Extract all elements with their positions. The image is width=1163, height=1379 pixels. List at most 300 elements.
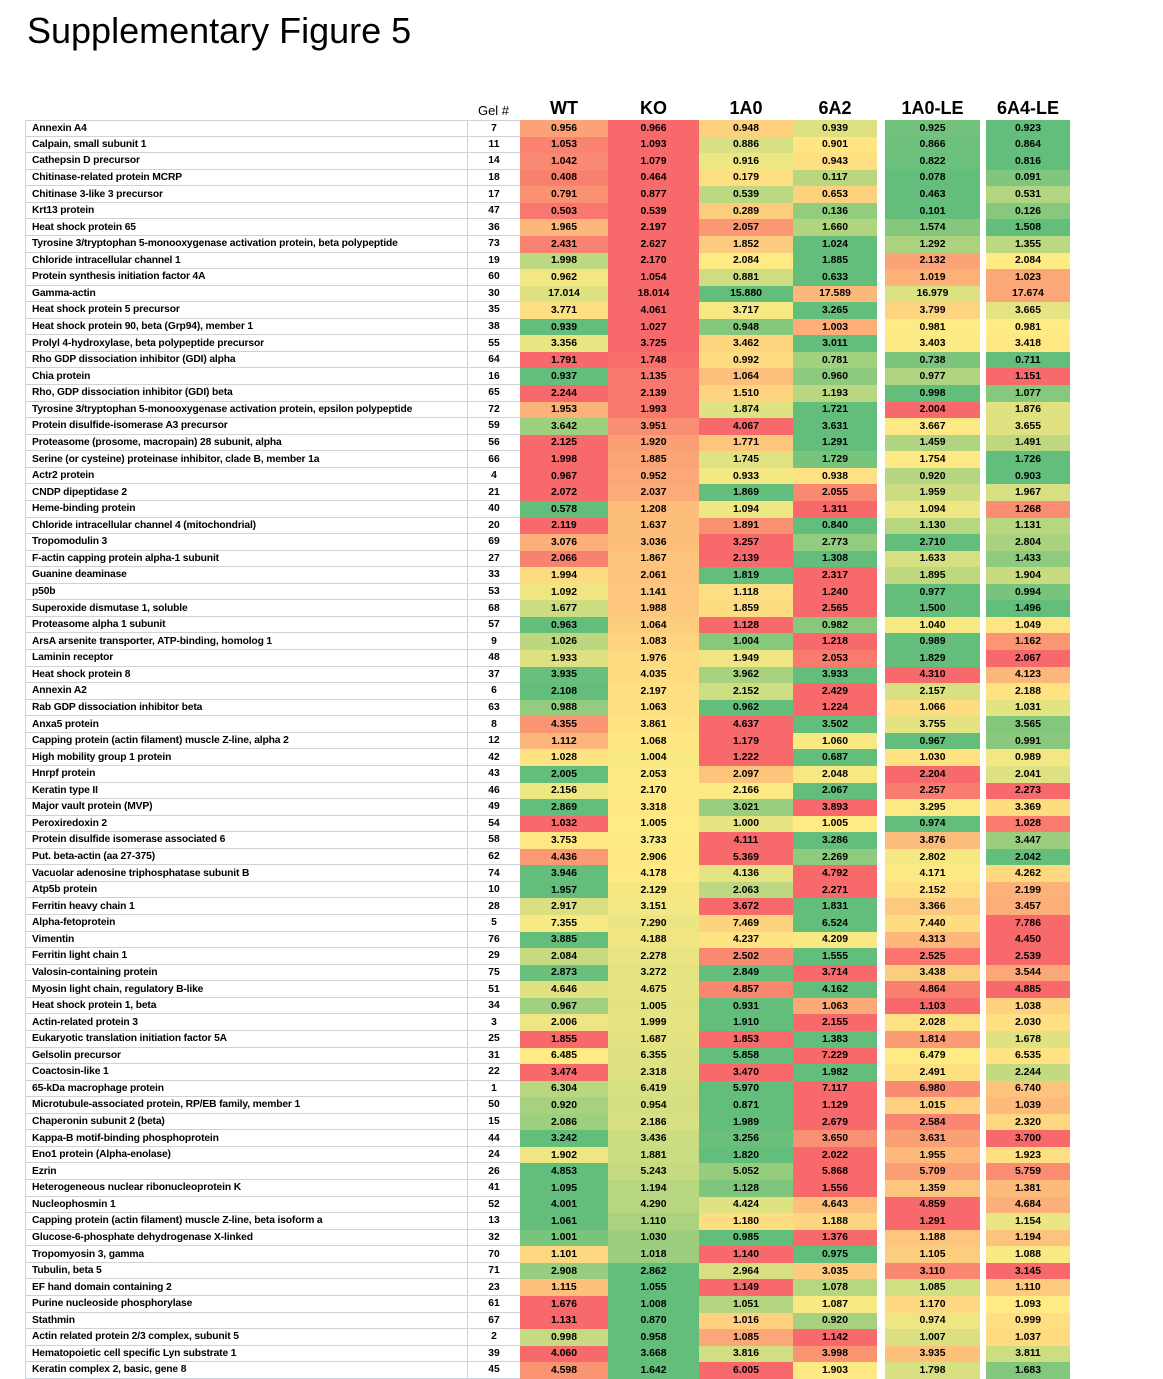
value-cell: 1.982 xyxy=(793,1064,877,1081)
value-cell: 3.755 xyxy=(885,716,980,733)
value-cell: 1.957 xyxy=(520,882,608,899)
table-row xyxy=(25,898,1070,915)
table-row xyxy=(25,1147,1070,1164)
value-cell: 0.981 xyxy=(885,319,980,336)
column-gap xyxy=(877,435,885,452)
value-cell: 2.022 xyxy=(793,1147,877,1164)
value-cell: 3.885 xyxy=(520,932,608,949)
value-cell: 4.162 xyxy=(793,981,877,998)
value-cell: 1.829 xyxy=(885,650,980,667)
value-cell: 1.188 xyxy=(793,1213,877,1230)
value-cell: 1.142 xyxy=(793,1329,877,1346)
protein-name-cell: Eno1 protein (Alpha-enolase) xyxy=(25,1147,467,1164)
column-gap xyxy=(877,1048,885,1065)
value-cell: 0.939 xyxy=(793,120,877,137)
value-cell: 0.988 xyxy=(520,700,608,717)
value-cell: 0.539 xyxy=(699,186,793,203)
gel-number-cell: 11 xyxy=(467,137,520,154)
value-cell: 1.881 xyxy=(608,1147,699,1164)
value-cell: 1.953 xyxy=(520,402,608,419)
value-cell: 1.066 xyxy=(885,700,980,717)
value-cell: 2.188 xyxy=(986,683,1070,700)
value-cell: 1.869 xyxy=(699,484,793,501)
column-gap xyxy=(877,1230,885,1247)
value-cell: 1.687 xyxy=(608,1031,699,1048)
value-cell: 1.814 xyxy=(885,1031,980,1048)
gel-number-cell: 4 xyxy=(467,468,520,485)
column-gap xyxy=(877,352,885,369)
protein-name-cell: F-actin capping protein alpha-1 subunit xyxy=(25,551,467,568)
column-gap xyxy=(877,567,885,584)
gel-number-cell: 48 xyxy=(467,650,520,667)
value-cell: 1.508 xyxy=(986,219,1070,236)
table-row xyxy=(25,932,1070,949)
protein-name-cell: Hematopoietic cell specific Lyn substrate 1 xyxy=(25,1346,467,1363)
value-cell: 1.078 xyxy=(793,1279,877,1296)
value-cell: 1.993 xyxy=(608,402,699,419)
protein-name-cell: Heme-binding protein xyxy=(25,501,467,518)
value-cell: 2.244 xyxy=(986,1064,1070,1081)
protein-name-cell: Nucleophosmin 1 xyxy=(25,1197,467,1214)
value-cell: 6.005 xyxy=(699,1362,793,1379)
value-cell: 4.111 xyxy=(699,832,793,849)
value-cell: 1.024 xyxy=(793,236,877,253)
gel-number-cell: 62 xyxy=(467,849,520,866)
table-row xyxy=(25,1081,1070,1098)
value-cell: 1.311 xyxy=(793,501,877,518)
protein-name-cell: Heat shock protein 5 precursor xyxy=(25,302,467,319)
gel-number-cell: 14 xyxy=(467,153,520,170)
value-cell: 1.500 xyxy=(885,600,980,617)
value-cell: 1.729 xyxy=(793,451,877,468)
gel-number-cell: 13 xyxy=(467,1213,520,1230)
value-cell: 1.005 xyxy=(608,816,699,833)
table-row xyxy=(25,1329,1070,1346)
value-cell: 1.026 xyxy=(520,633,608,650)
gel-number-cell: 18 xyxy=(467,170,520,187)
table-row xyxy=(25,1246,1070,1263)
protein-name-cell: Ezrin xyxy=(25,1163,467,1180)
value-cell: 6.524 xyxy=(793,915,877,932)
value-cell: 2.119 xyxy=(520,518,608,535)
value-cell: 1.128 xyxy=(699,1180,793,1197)
column-gap xyxy=(877,451,885,468)
value-cell: 0.886 xyxy=(699,137,793,154)
value-cell: 2.108 xyxy=(520,683,608,700)
value-cell: 3.668 xyxy=(608,1346,699,1363)
column-gap xyxy=(877,1329,885,1346)
value-cell: 3.438 xyxy=(885,965,980,982)
value-cell: 2.804 xyxy=(986,534,1070,551)
value-cell: 0.711 xyxy=(986,352,1070,369)
value-cell: 1.967 xyxy=(986,484,1070,501)
value-cell: 2.067 xyxy=(986,650,1070,667)
value-cell: 4.675 xyxy=(608,981,699,998)
value-cell: 4.061 xyxy=(608,302,699,319)
value-cell: 2.053 xyxy=(793,650,877,667)
column-gap xyxy=(877,1031,885,1048)
value-cell: 2.152 xyxy=(699,683,793,700)
value-cell: 0.975 xyxy=(793,1246,877,1263)
value-cell: 3.642 xyxy=(520,418,608,435)
value-cell: 1.308 xyxy=(793,551,877,568)
value-cell: 1.093 xyxy=(608,137,699,154)
table-row xyxy=(25,965,1070,982)
value-cell: 1.574 xyxy=(885,219,980,236)
protein-name-cell: Atp5b protein xyxy=(25,882,467,899)
column-gap xyxy=(877,137,885,154)
table-row xyxy=(25,484,1070,501)
value-cell: 1.110 xyxy=(608,1213,699,1230)
value-cell: 1.053 xyxy=(520,137,608,154)
value-cell: 2.186 xyxy=(608,1114,699,1131)
column-gap xyxy=(877,484,885,501)
value-cell: 1.885 xyxy=(608,451,699,468)
value-cell: 1.218 xyxy=(793,633,877,650)
value-cell: 4.646 xyxy=(520,981,608,998)
value-cell: 1.895 xyxy=(885,567,980,584)
value-cell: 1.112 xyxy=(520,733,608,750)
gel-number-cell: 16 xyxy=(467,368,520,385)
value-cell: 1.037 xyxy=(986,1329,1070,1346)
column-gap xyxy=(877,816,885,833)
value-cell: 3.951 xyxy=(608,418,699,435)
gel-number-cell: 76 xyxy=(467,932,520,949)
protein-name-cell: Chloride intracellular channel 1 xyxy=(25,253,467,270)
protein-name-cell: Krt13 protein xyxy=(25,203,467,220)
table-row xyxy=(25,1163,1070,1180)
value-cell: 1.678 xyxy=(986,1031,1070,1048)
value-cell: 1.030 xyxy=(608,1230,699,1247)
value-cell: 1.633 xyxy=(885,551,980,568)
value-cell: 4.262 xyxy=(986,865,1070,882)
gel-number-cell: 52 xyxy=(467,1197,520,1214)
table-row xyxy=(25,1031,1070,1048)
table-row xyxy=(25,335,1070,352)
protein-name-cell: Chaperonin subunit 2 (beta) xyxy=(25,1114,467,1131)
value-cell: 3.447 xyxy=(986,832,1070,849)
value-cell: 0.939 xyxy=(520,319,608,336)
table-row xyxy=(25,137,1070,154)
value-cell: 2.004 xyxy=(885,402,980,419)
value-cell: 1.130 xyxy=(885,518,980,535)
value-cell: 0.126 xyxy=(986,203,1070,220)
value-cell: 1.085 xyxy=(699,1329,793,1346)
value-cell: 1.038 xyxy=(986,998,1070,1015)
value-cell: 2.063 xyxy=(699,882,793,899)
value-cell: 2.584 xyxy=(885,1114,980,1131)
value-cell: 17.674 xyxy=(986,286,1070,303)
table-row xyxy=(25,567,1070,584)
value-cell: 0.791 xyxy=(520,186,608,203)
gel-number-cell: 29 xyxy=(467,948,520,965)
table-row xyxy=(25,683,1070,700)
value-cell: 1.015 xyxy=(885,1097,980,1114)
value-cell: 1.998 xyxy=(520,253,608,270)
column-gap xyxy=(877,965,885,982)
value-cell: 2.429 xyxy=(793,683,877,700)
value-cell: 1.381 xyxy=(986,1180,1070,1197)
value-cell: 1.920 xyxy=(608,435,699,452)
table-row xyxy=(25,799,1070,816)
table-row xyxy=(25,1346,1070,1363)
value-cell: 1.094 xyxy=(885,501,980,518)
value-cell: 2.166 xyxy=(699,783,793,800)
column-gap xyxy=(877,186,885,203)
value-cell: 3.933 xyxy=(793,667,877,684)
value-cell: 3.655 xyxy=(986,418,1070,435)
column-header-wt: WT xyxy=(550,98,578,118)
value-cell: 5.369 xyxy=(699,849,793,866)
value-cell: 1.510 xyxy=(699,385,793,402)
value-cell: 2.197 xyxy=(608,219,699,236)
value-cell: 1.683 xyxy=(986,1362,1070,1379)
value-cell: 3.265 xyxy=(793,302,877,319)
column-gap xyxy=(877,998,885,1015)
value-cell: 3.286 xyxy=(793,832,877,849)
value-cell: 4.864 xyxy=(885,981,980,998)
table-row xyxy=(25,882,1070,899)
value-cell: 1.999 xyxy=(608,1014,699,1031)
value-cell: 0.998 xyxy=(885,385,980,402)
table-row xyxy=(25,203,1070,220)
value-cell: 3.011 xyxy=(793,335,877,352)
column-gap xyxy=(877,302,885,319)
value-cell: 1.079 xyxy=(608,153,699,170)
value-cell: 2.320 xyxy=(986,1114,1070,1131)
protein-name-cell: High mobility group 1 protein xyxy=(25,749,467,766)
column-gap xyxy=(877,882,885,899)
value-cell: 2.084 xyxy=(520,948,608,965)
gel-number-cell: 3 xyxy=(467,1014,520,1031)
value-cell: 0.877 xyxy=(608,186,699,203)
column-gap xyxy=(877,898,885,915)
value-cell: 4.598 xyxy=(520,1362,608,1379)
column-gap xyxy=(877,667,885,684)
value-cell: 1.001 xyxy=(520,1230,608,1247)
value-cell: 1.831 xyxy=(793,898,877,915)
heatmap-rows xyxy=(25,120,1070,1379)
protein-name-cell: Tubulin, beta 5 xyxy=(25,1263,467,1280)
value-cell: 1.162 xyxy=(986,633,1070,650)
value-cell: 2.067 xyxy=(793,783,877,800)
value-cell: 4.859 xyxy=(885,1197,980,1214)
value-cell: 1.018 xyxy=(608,1246,699,1263)
column-gap xyxy=(877,981,885,998)
protein-name-cell: Chloride intracellular channel 4 (mitochondrial) xyxy=(25,518,467,535)
value-cell: 2.132 xyxy=(885,253,980,270)
value-cell: 3.771 xyxy=(520,302,608,319)
column-gap xyxy=(877,1263,885,1280)
column-gap xyxy=(877,617,885,634)
value-cell: 0.966 xyxy=(608,120,699,137)
value-cell: 1.383 xyxy=(793,1031,877,1048)
gel-number-cell: 12 xyxy=(467,733,520,750)
value-cell: 0.933 xyxy=(699,468,793,485)
value-cell: 0.463 xyxy=(885,186,980,203)
protein-name-cell: Ferritin heavy chain 1 xyxy=(25,898,467,915)
page-title: Supplementary Figure 5 xyxy=(27,10,412,51)
protein-name-cell: Chia protein xyxy=(25,368,467,385)
value-cell: 1.491 xyxy=(986,435,1070,452)
gel-number-cell: 75 xyxy=(467,965,520,982)
gel-number-cell: 19 xyxy=(467,253,520,270)
column-gap xyxy=(877,468,885,485)
protein-name-cell: Tyrosine 3/tryptophan 5-monooxygenase activation protein, beta polypeptide xyxy=(25,236,467,253)
value-cell: 4.355 xyxy=(520,716,608,733)
value-cell: 1.055 xyxy=(608,1279,699,1296)
gel-number-cell: 24 xyxy=(467,1147,520,1164)
value-cell: 0.962 xyxy=(699,700,793,717)
table-row xyxy=(25,865,1070,882)
value-cell: 3.403 xyxy=(885,335,980,352)
column-gap xyxy=(877,269,885,286)
column-header-1a0le: 1A0-LE xyxy=(901,98,964,118)
column-gap xyxy=(877,170,885,187)
value-cell: 1.140 xyxy=(699,1246,793,1263)
value-cell: 1.820 xyxy=(699,1147,793,1164)
value-cell: 3.650 xyxy=(793,1130,877,1147)
value-cell: 1.754 xyxy=(885,451,980,468)
protein-name-cell: Proteasome (prosome, macropain) 28 subunit, alpha xyxy=(25,435,467,452)
value-cell: 1.030 xyxy=(885,749,980,766)
value-cell: 1.998 xyxy=(520,451,608,468)
table-row xyxy=(25,534,1070,551)
table-row xyxy=(25,650,1070,667)
value-cell: 0.136 xyxy=(793,203,877,220)
value-cell: 0.920 xyxy=(885,468,980,485)
value-cell: 2.257 xyxy=(885,783,980,800)
value-cell: 4.060 xyxy=(520,1346,608,1363)
value-cell: 4.035 xyxy=(608,667,699,684)
value-cell: 0.822 xyxy=(885,153,980,170)
column-gap xyxy=(877,1313,885,1330)
gel-number-cell: 15 xyxy=(467,1114,520,1131)
table-row xyxy=(25,1197,1070,1214)
value-cell: 1.170 xyxy=(885,1296,980,1313)
value-cell: 2.873 xyxy=(520,965,608,982)
gel-number-cell: 55 xyxy=(467,335,520,352)
value-cell: 4.853 xyxy=(520,1163,608,1180)
value-cell: 2.244 xyxy=(520,385,608,402)
value-cell: 0.870 xyxy=(608,1313,699,1330)
value-cell: 7.355 xyxy=(520,915,608,932)
value-cell: 2.055 xyxy=(793,484,877,501)
value-cell: 3.672 xyxy=(699,898,793,915)
value-cell: 1.853 xyxy=(699,1031,793,1048)
value-cell: 2.565 xyxy=(793,600,877,617)
protein-name-cell: Chitinase 3-like 3 precursor xyxy=(25,186,467,203)
value-cell: 1.128 xyxy=(699,617,793,634)
value-cell: 5.243 xyxy=(608,1163,699,1180)
column-gap xyxy=(877,584,885,601)
table-row xyxy=(25,700,1070,717)
table-row xyxy=(25,1296,1070,1313)
value-cell: 2.041 xyxy=(986,766,1070,783)
value-cell: 2.006 xyxy=(520,1014,608,1031)
value-cell: 3.021 xyxy=(699,799,793,816)
value-cell: 1.902 xyxy=(520,1147,608,1164)
protein-name-cell: Gamma-actin xyxy=(25,286,467,303)
value-cell: 0.687 xyxy=(793,749,877,766)
value-cell: 3.816 xyxy=(699,1346,793,1363)
value-cell: 18.014 xyxy=(608,286,699,303)
value-cell: 0.960 xyxy=(793,368,877,385)
value-cell: 0.866 xyxy=(885,137,980,154)
table-row xyxy=(25,1263,1070,1280)
value-cell: 6.980 xyxy=(885,1081,980,1098)
gel-number-cell: 58 xyxy=(467,832,520,849)
value-cell: 0.989 xyxy=(986,749,1070,766)
column-gap xyxy=(877,948,885,965)
value-cell: 0.903 xyxy=(986,468,1070,485)
column-gap xyxy=(877,600,885,617)
table-row xyxy=(25,402,1070,419)
value-cell: 2.908 xyxy=(520,1263,608,1280)
column-gap xyxy=(877,551,885,568)
value-cell: 0.938 xyxy=(793,468,877,485)
column-gap xyxy=(877,1064,885,1081)
value-cell: 0.531 xyxy=(986,186,1070,203)
value-cell: 3.036 xyxy=(608,534,699,551)
gel-number-cell: 20 xyxy=(467,518,520,535)
value-cell: 1.852 xyxy=(699,236,793,253)
value-cell: 2.318 xyxy=(608,1064,699,1081)
protein-name-cell: Keratin complex 2, basic, gene 8 xyxy=(25,1362,467,1379)
value-cell: 0.985 xyxy=(699,1230,793,1247)
protein-name-cell: Put. beta-actin (aa 27-375) xyxy=(25,849,467,866)
column-gap xyxy=(877,1362,885,1379)
value-cell: 0.992 xyxy=(699,352,793,369)
value-cell: 1.771 xyxy=(699,435,793,452)
protein-name-cell: Alpha-fetoprotein xyxy=(25,915,467,932)
gel-number-cell: 34 xyxy=(467,998,520,1015)
value-cell: 0.920 xyxy=(520,1097,608,1114)
gel-number-cell: 46 xyxy=(467,783,520,800)
table-row xyxy=(25,1213,1070,1230)
value-cell: 0.925 xyxy=(885,120,980,137)
value-cell: 4.178 xyxy=(608,865,699,882)
column-gap xyxy=(877,1163,885,1180)
value-cell: 2.037 xyxy=(608,484,699,501)
column-gap xyxy=(877,733,885,750)
value-cell: 1.222 xyxy=(699,749,793,766)
value-cell: 0.956 xyxy=(520,120,608,137)
value-cell: 0.781 xyxy=(793,352,877,369)
value-cell: 4.643 xyxy=(793,1197,877,1214)
value-cell: 3.035 xyxy=(793,1263,877,1280)
value-cell: 1.028 xyxy=(986,816,1070,833)
gel-number-cell: 60 xyxy=(467,269,520,286)
value-cell: 2.139 xyxy=(699,551,793,568)
column-gap xyxy=(877,319,885,336)
value-cell: 3.700 xyxy=(986,1130,1070,1147)
value-cell: 3.242 xyxy=(520,1130,608,1147)
gel-number-cell: 30 xyxy=(467,286,520,303)
value-cell: 1.131 xyxy=(986,518,1070,535)
value-cell: 2.773 xyxy=(793,534,877,551)
value-cell: 2.917 xyxy=(520,898,608,915)
value-cell: 0.816 xyxy=(986,153,1070,170)
value-cell: 3.631 xyxy=(885,1130,980,1147)
value-cell: 3.076 xyxy=(520,534,608,551)
gel-number-cell: 33 xyxy=(467,567,520,584)
value-cell: 6.479 xyxy=(885,1048,980,1065)
value-cell: 2.042 xyxy=(986,849,1070,866)
value-cell: 1.433 xyxy=(986,551,1070,568)
protein-name-cell: Keratin type II xyxy=(25,783,467,800)
value-cell: 2.152 xyxy=(885,882,980,899)
